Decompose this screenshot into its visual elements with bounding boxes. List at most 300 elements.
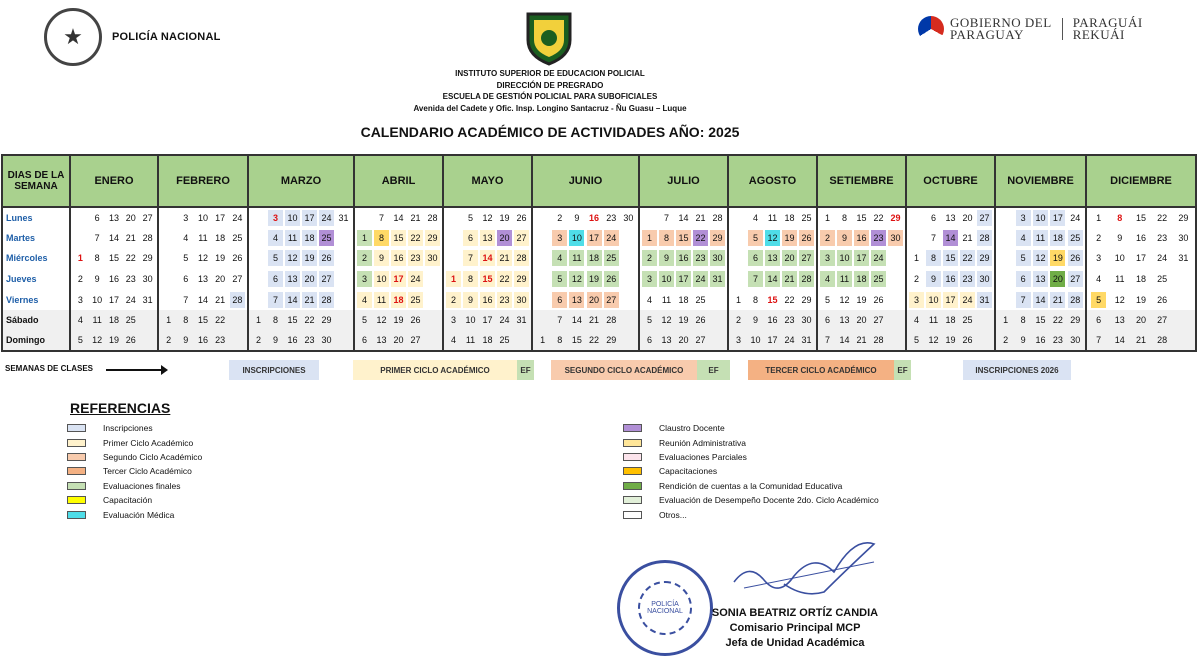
calendar-day: 28	[977, 230, 992, 246]
calendar-day: 6	[268, 271, 283, 287]
header-left	[44, 8, 221, 66]
calendar-day: 8	[183, 315, 189, 326]
band-ef: EF	[894, 360, 911, 380]
reference-label: Claustro Docente	[659, 423, 725, 434]
month-cell	[158, 207, 248, 228]
month-cell	[639, 269, 728, 290]
month-cell	[443, 228, 532, 249]
calendar-day: 4	[1096, 274, 1102, 285]
calendar-day: 30	[514, 292, 529, 308]
calendar-day: 11	[374, 292, 389, 308]
calendar-day: 28	[873, 335, 884, 346]
calendar-day: 13	[839, 315, 850, 326]
calendar-day: 20	[678, 335, 689, 346]
calendar-day: 19	[678, 315, 689, 326]
calendar-day: 22	[304, 315, 315, 326]
calendar-day: 12	[197, 253, 208, 264]
month-cell	[995, 207, 1086, 228]
reference-label: Evaluaciones finales	[103, 480, 181, 491]
calendar-day: 14	[285, 292, 300, 308]
calendar-day: 14	[765, 271, 780, 287]
month-cell	[995, 289, 1086, 310]
month-cell	[248, 289, 354, 310]
calendar-day: 22	[960, 250, 975, 266]
reference-swatch	[67, 482, 86, 490]
calendar-day: 6	[1016, 271, 1031, 287]
calendar-day: 26	[962, 335, 973, 346]
calendar-day: 7	[824, 335, 830, 346]
calendar-day: 19	[499, 212, 510, 223]
reference-item	[67, 464, 202, 478]
month-cell	[354, 248, 443, 269]
calendar-day: 17	[302, 210, 317, 226]
calendar-day: 19	[782, 230, 797, 246]
calendar-day: 11	[285, 230, 300, 246]
month-cell	[443, 269, 532, 290]
calendar-day: 23	[960, 271, 975, 287]
calendar-day: 17	[943, 292, 958, 308]
calendar-day: 22	[497, 271, 512, 287]
month-cell	[728, 269, 817, 290]
calendar-day: 12	[1033, 250, 1048, 266]
month-cell	[158, 228, 248, 249]
calendar-day: 8	[1117, 212, 1123, 223]
calendar-day: 11	[92, 315, 102, 326]
calendar-day: 18	[854, 271, 869, 287]
month-cell	[248, 248, 354, 269]
calendar-day: 15	[676, 230, 691, 246]
month-cell	[1086, 331, 1196, 352]
calendar-day: 6	[1096, 315, 1102, 326]
month-cell	[817, 228, 906, 249]
calendar-day: 1	[446, 271, 461, 287]
calendar-day: 15	[571, 335, 582, 346]
calendar-day: 15	[197, 315, 208, 326]
calendar-day: 7	[463, 250, 478, 266]
month-cell	[248, 310, 354, 331]
calendar-day: 19	[108, 335, 119, 346]
calendar-day: 7	[930, 232, 936, 243]
calendar-day: 6	[552, 292, 567, 308]
month-cell	[728, 207, 817, 228]
calendar-day: 17	[587, 230, 602, 246]
arrow-right-icon	[106, 369, 164, 371]
calendar-day: 18	[108, 315, 119, 326]
reference-item	[67, 479, 202, 493]
day-label: Lunes	[2, 207, 70, 228]
calendar-day: 30	[1178, 232, 1189, 243]
calendar-day: 15	[287, 315, 298, 326]
reference-swatch	[623, 511, 642, 519]
calendar-day: 3	[735, 335, 741, 346]
calendar-day: 17	[482, 315, 493, 326]
reference-label: Capacitación	[103, 495, 153, 506]
reference-swatch	[623, 496, 642, 504]
calendar-day: 22	[215, 315, 226, 326]
calendar-day: 18	[1135, 274, 1146, 285]
reference-item	[623, 435, 879, 449]
calendar-day: 13	[197, 274, 208, 285]
month-cell	[906, 248, 995, 269]
calendar-day: 22	[408, 230, 423, 246]
calendar-day: 28	[514, 250, 529, 266]
calendar-day: 19	[215, 253, 226, 264]
references-left	[67, 421, 202, 522]
calendar-day: 6	[646, 335, 652, 346]
calendar-day: 18	[391, 292, 406, 308]
month-cell	[158, 310, 248, 331]
calendar-day: 8	[841, 212, 847, 223]
reference-label: Reunión Administrativa	[659, 437, 746, 448]
month-cell	[906, 207, 995, 228]
calendar-day: 28	[799, 271, 814, 287]
calendar-day: 5	[1091, 292, 1106, 308]
calendar-day: 24	[604, 230, 619, 246]
calendar-day: 1	[255, 315, 261, 326]
calendar-day: 13	[108, 212, 119, 223]
reference-item	[623, 464, 879, 478]
band-inscripciones-2026: INSCRIPCIONES 2026	[963, 360, 1071, 380]
calendar-day: 26	[799, 230, 814, 246]
calendar-day: 19	[1050, 250, 1065, 266]
month-cell	[158, 248, 248, 269]
calendar-day: 24	[693, 271, 708, 287]
calendar-day: 19	[856, 294, 867, 305]
calendar-day: 17	[767, 335, 778, 346]
calendar-day: 5	[183, 253, 189, 264]
month-cell	[817, 207, 906, 228]
calendar-day: 15	[108, 253, 119, 264]
calendar-day: 11	[767, 212, 778, 223]
month-cell	[817, 248, 906, 269]
calendar-day: 29	[710, 230, 725, 246]
calendar-day: 15	[856, 212, 867, 223]
calendar-day: 22	[784, 294, 795, 305]
day-label: Jueves	[2, 269, 70, 290]
calendar-day: 30	[623, 212, 634, 223]
calendar-day: 18	[215, 232, 226, 243]
calendar-day: 16	[676, 250, 691, 266]
calendar-day: 24	[125, 294, 136, 305]
calendar-day: 6	[183, 274, 189, 285]
calendar-day: 25	[801, 212, 812, 223]
calendar-day: 13	[945, 212, 956, 223]
calendar-day: 16	[767, 315, 778, 326]
calendar-day: 29	[514, 271, 529, 287]
calendar-day: 2	[357, 250, 372, 266]
calendar-day: 17	[1135, 253, 1146, 264]
calendar-day: 10	[750, 335, 761, 346]
national-seal-icon: ★	[44, 8, 102, 66]
month-cell	[995, 228, 1086, 249]
calendar-day: 4	[646, 294, 652, 305]
calendar-day: 28	[142, 232, 153, 243]
calendar-day: 7	[1016, 292, 1031, 308]
calendar-day: 18	[784, 212, 795, 223]
page-title: CALENDARIO ACADÉMICO DE ACTIVIDADES AÑO: 2025	[360, 124, 740, 140]
calendar-day: 11	[569, 250, 584, 266]
band-primer-ciclo: PRIMER CICLO ACADÉMICO	[353, 360, 517, 380]
institution-line: INSTITUTO SUPERIOR DE EDUCACION POLICIAL	[455, 69, 645, 78]
month-cell	[70, 331, 158, 352]
corner-label: DIAS DE LA SEMANA	[2, 155, 70, 207]
reference-item	[67, 435, 202, 449]
calendar-day: 4	[820, 271, 835, 287]
calendar-day: 27	[142, 212, 153, 223]
reference-label: Inscripciones	[103, 423, 153, 434]
month-header-junio: JUNIO	[532, 155, 639, 207]
calendar-day: 23	[125, 274, 136, 285]
month-cell	[443, 331, 532, 352]
reference-label: Capacitaciones	[659, 466, 718, 477]
calendar-day: 23	[408, 250, 423, 266]
calendar-day: 2	[1003, 335, 1009, 346]
month-cell	[70, 289, 158, 310]
calendar-day: 15	[480, 271, 495, 287]
calendar-day: 3	[183, 212, 189, 223]
calendar-day: 23	[606, 212, 617, 223]
calendar-day: 27	[514, 230, 529, 246]
calendar-day: 10	[659, 271, 674, 287]
band-segundo-ciclo: SEGUNDO CICLO ACADÉMICO	[551, 360, 697, 380]
calendar-day: 8	[374, 230, 389, 246]
calendar-day: 14	[480, 250, 495, 266]
month-cell	[1086, 269, 1196, 290]
calendar-day: 1	[166, 315, 172, 326]
calendar-day: 28	[1068, 292, 1083, 308]
calendar-day: 5	[646, 315, 652, 326]
calendar-day: 9	[94, 274, 100, 285]
calendar-day: 30	[1070, 335, 1081, 346]
calendar-day: 29	[977, 250, 992, 266]
month-cell	[354, 207, 443, 228]
month-cell	[248, 269, 354, 290]
calendar-day: 17	[854, 250, 869, 266]
month-cell	[354, 310, 443, 331]
calendar-day: 12	[765, 230, 780, 246]
band-tercer-ciclo: TERCER CICLO ACADÉMICO	[748, 360, 894, 380]
month-cell	[1086, 289, 1196, 310]
calendar-day: 20	[393, 335, 404, 346]
calendar-day: 18	[482, 335, 493, 346]
reference-item	[623, 493, 879, 507]
calendar-day: 25	[1068, 230, 1083, 246]
day-label: Sábado	[2, 310, 70, 331]
calendar-day: 31	[710, 271, 725, 287]
calendar-day: 8	[272, 315, 278, 326]
calendar-day: 21	[1135, 335, 1146, 346]
calendar-day: 14	[108, 232, 119, 243]
calendar-day: 21	[856, 335, 867, 346]
calendar-day: 13	[1114, 315, 1125, 326]
day-label: Domingo	[2, 331, 70, 352]
day-label: Viernes	[2, 289, 70, 310]
month-cell	[728, 228, 817, 249]
calendar-day: 13	[569, 292, 584, 308]
month-cell	[158, 331, 248, 352]
month-header-noviembre: NOVIEMBRE	[995, 155, 1086, 207]
calendar-day: 2	[1096, 232, 1102, 243]
calendar-day: 24	[871, 250, 886, 266]
handwritten-signature	[724, 532, 884, 602]
calendar-day: 18	[587, 250, 602, 266]
calendar-day: 13	[285, 271, 300, 287]
institution-address: Avenida del Cadete y Ofic. Insp. Longino Santacruz - Ñu Guasu – Luque	[413, 103, 687, 113]
calendar-day: 25	[1157, 274, 1168, 285]
month-cell	[817, 331, 906, 352]
calendar-day: 10	[465, 315, 476, 326]
month-cell	[532, 310, 639, 331]
month-cell	[443, 207, 532, 228]
calendar-day: 18	[302, 230, 317, 246]
calendar-day: 30	[142, 274, 153, 285]
calendar-day: 23	[1052, 335, 1063, 346]
month-cell	[532, 248, 639, 269]
calendar-day: 25	[232, 232, 243, 243]
calendar-day: 4	[752, 212, 758, 223]
calendar-day: 4	[77, 315, 83, 326]
calendar-day: 26	[319, 250, 334, 266]
reference-swatch	[67, 453, 86, 461]
month-cell	[532, 289, 639, 310]
calendar-day: 16	[1035, 335, 1046, 346]
calendar-day: 2	[77, 274, 83, 285]
month-cell	[158, 289, 248, 310]
calendar-day: 4	[913, 315, 919, 326]
month-cell	[158, 269, 248, 290]
reference-label: Otros...	[659, 509, 687, 520]
calendar-day: 14	[943, 230, 958, 246]
calendar-day: 11	[1115, 274, 1125, 285]
calendar-day: 1	[913, 253, 919, 264]
institution-block	[340, 68, 760, 114]
calendar-day: 29	[1178, 212, 1189, 223]
calendar-day: 8	[463, 271, 478, 287]
reference-item	[623, 450, 879, 464]
calendar-day: 30	[425, 250, 440, 266]
calendar-day: 24	[960, 292, 975, 308]
month-cell	[248, 228, 354, 249]
calendar-day: 10	[197, 212, 208, 223]
calendar-day: 11	[928, 315, 939, 326]
calendar-day: 30	[321, 335, 332, 346]
calendar-day: 14	[1033, 292, 1048, 308]
calendar-day: 28	[606, 315, 617, 326]
calendar-day: 17	[108, 294, 119, 305]
calendar-day: 20	[497, 230, 512, 246]
calendar-day: 12	[92, 335, 103, 346]
calendar-day: 23	[215, 335, 226, 346]
calendar-day: 19	[587, 271, 602, 287]
calendar-day: 3	[1096, 253, 1102, 264]
reference-swatch	[623, 482, 642, 490]
calendar-day: 4	[450, 335, 456, 346]
month-cell	[906, 228, 995, 249]
calendar-day: 21	[302, 292, 317, 308]
calendar-day: 27	[232, 274, 243, 285]
calendar-day: 15	[1135, 212, 1146, 223]
calendar-day: 5	[824, 294, 830, 305]
month-cell	[995, 310, 1086, 331]
calendar-day: 27	[319, 271, 334, 287]
calendar-day: 10	[374, 271, 389, 287]
signatory-block	[695, 606, 895, 651]
calendar-day: 11	[837, 271, 852, 287]
calendar-day: 18	[678, 294, 689, 305]
reference-item	[67, 450, 202, 464]
official-stamp-icon: POLICÍA NACIONAL	[617, 560, 713, 656]
calendar-day: 27	[799, 250, 814, 266]
calendar-day: 3	[357, 271, 372, 287]
gov-line1: GOBIERNO DEL	[950, 15, 1052, 30]
calendar-day: 31	[977, 292, 992, 308]
calendar-day: 16	[287, 335, 298, 346]
calendar-day: 2	[735, 315, 741, 326]
calendar-day: 29	[801, 294, 812, 305]
reference-item	[67, 493, 202, 507]
month-cell	[532, 331, 639, 352]
signatory-rank: Comisario Principal MCP	[729, 622, 861, 634]
calendar-day: 26	[604, 271, 619, 287]
reference-swatch	[623, 424, 642, 432]
gov-line3: PARAGUÁI	[1072, 15, 1143, 30]
calendar-day: 28	[712, 212, 723, 223]
month-header-mayo: MAYO	[443, 155, 532, 207]
calendar-day: 15	[1035, 315, 1046, 326]
calendar-day: 4	[1016, 230, 1031, 246]
calendar-day: 5	[268, 250, 283, 266]
calendar-day: 5	[913, 335, 919, 346]
calendar-day: 16	[480, 292, 495, 308]
paraguay-flag-icon	[918, 16, 944, 42]
month-cell	[817, 289, 906, 310]
month-cell	[906, 289, 995, 310]
gov-line4: REKUÁI	[1072, 27, 1125, 42]
calendar-day: 10	[1114, 253, 1125, 264]
calendar-day: 16	[943, 271, 958, 287]
month-cell	[728, 289, 817, 310]
month-cell	[532, 228, 639, 249]
calendar-day: 3	[77, 294, 83, 305]
calendar-day: 1	[735, 294, 741, 305]
calendar-day: 25	[695, 294, 706, 305]
calendar-day: 8	[752, 294, 758, 305]
calendar-day: 25	[604, 250, 619, 266]
calendar-day: 24	[319, 210, 334, 226]
calendar-day: 10	[837, 250, 852, 266]
calendar-day: 20	[1135, 315, 1146, 326]
calendar-day: 15	[391, 230, 406, 246]
references-title: REFERENCIAS	[70, 400, 171, 416]
month-cell	[995, 269, 1086, 290]
calendar-day: 6	[824, 315, 830, 326]
calendar-day: 11	[465, 335, 476, 346]
calendar-day: 9	[374, 250, 389, 266]
month-cell	[906, 310, 995, 331]
month-cell	[532, 269, 639, 290]
calendar-day: 17	[391, 271, 406, 287]
calendar-day: 9	[463, 292, 478, 308]
references-right	[623, 421, 879, 522]
calendar-day: 2	[446, 292, 461, 308]
calendar-day: 26	[1068, 250, 1083, 266]
reference-label: Evaluación de Desempeño Docente 2do. Ciclo Académico	[659, 495, 879, 506]
reference-item	[623, 507, 879, 521]
reference-swatch	[67, 496, 86, 504]
calendar-day: 12	[569, 271, 584, 287]
calendar-day: 13	[1033, 271, 1048, 287]
weeks-label: SEMANAS DE CLASES	[5, 364, 94, 373]
